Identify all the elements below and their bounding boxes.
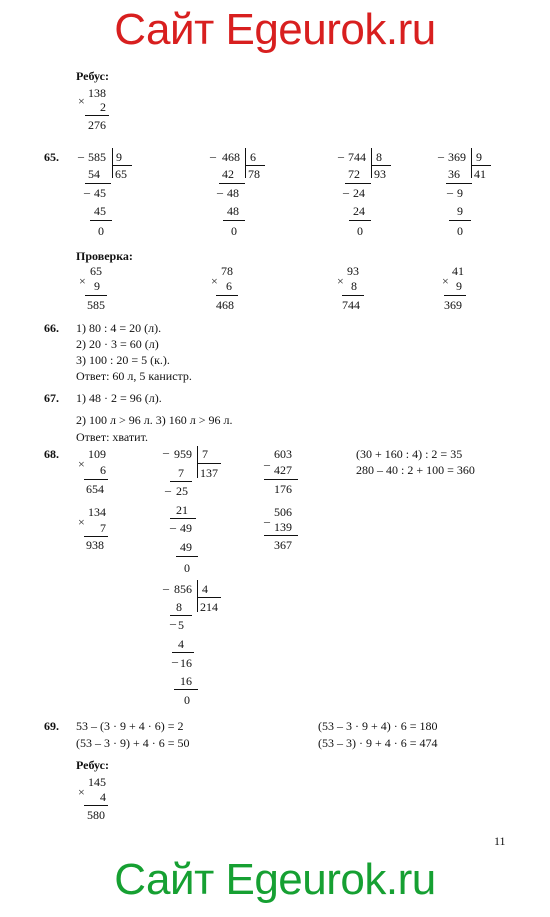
subtrahend: 48 [227,204,239,218]
multiply-sign: × [78,785,85,799]
multiply-sign: × [442,274,449,288]
minus-sign: _ [84,181,90,195]
factor-a: 109 [88,447,106,461]
minus-sign: – [264,514,270,528]
difference: 176 [274,482,292,496]
rebus-label: Ребус: [76,69,109,83]
minus-sign: _ [163,441,169,455]
expression-line: (53 – 3) · 9 + 4 · 6 = 474 [318,736,438,750]
expression-line: (30 + 160 : 4) : 2 = 35 [356,447,463,461]
remainder: 49 [180,521,192,535]
subtrahend: 72 [348,167,360,181]
site-banner-bottom: Сайт Egeurok.ru [114,855,436,904]
division-bar [471,148,472,178]
quotient-line [112,165,132,166]
division-bar [197,446,198,478]
remainder: 0 [184,561,190,575]
minus-sign: _ [78,145,84,159]
remainder: 45 [94,186,106,200]
quotient-line [197,597,221,598]
quotient: 78 [248,167,260,181]
product: 744 [342,298,360,312]
divisor: 8 [376,150,382,164]
result-line [85,115,109,116]
minus-sign: _ [438,145,444,159]
factor-a: 41 [452,264,464,278]
problem-number: 69. [44,719,59,733]
solution-line: 1) 48 · 2 = 96 (л). [76,391,162,405]
quotient-line [471,165,491,166]
check-label: Проверка: [76,249,133,263]
quotient-line [197,463,221,464]
remainder: 0 [231,224,237,238]
remainder: 9 [457,186,463,200]
factor-b: 6 [226,279,232,293]
division-bar [112,148,113,178]
multiply-sign: × [78,457,85,471]
quotient-line [245,165,265,166]
multiply-sign: × [78,515,85,529]
quotient: 93 [374,167,386,181]
remainder: 0 [98,224,104,238]
subtrahend: 9 [457,204,463,218]
dividend: 959 [174,447,192,461]
problem-number: 68. [44,447,59,461]
difference: 367 [274,538,292,552]
subtrahend: 36 [448,167,460,181]
factor-a: 134 [88,505,106,519]
subtrahend: 427 [274,463,292,477]
product: 938 [86,538,104,552]
answer-line: Ответ: хватит. [76,430,148,444]
division-bar [245,148,246,178]
result-line [84,479,108,480]
factor-b: 9 [94,279,100,293]
dividend: 468 [222,150,240,164]
minuend: 603 [274,447,292,461]
step-line [349,220,371,221]
dividend: 744 [348,150,366,164]
quotient: 214 [200,600,218,614]
factor-a: 78 [221,264,233,278]
rebus-result: 276 [88,118,106,132]
remainder: 0 [357,224,363,238]
minus-sign: _ [172,650,178,664]
divisor: 9 [116,150,122,164]
division-bar [371,148,372,178]
multiply-sign: × [79,274,86,288]
divisor: 7 [202,447,208,461]
step-line [449,220,471,221]
subtrahend: 45 [94,204,106,218]
minus-sign: _ [163,577,169,591]
problem-number: 66. [44,321,59,335]
divisor: 9 [476,150,482,164]
dividend: 585 [88,150,106,164]
problem-number: 65. [44,150,59,164]
remainder: 48 [227,186,239,200]
subtrahend: 8 [176,600,182,614]
product: 654 [86,482,104,496]
rebus-result: 580 [87,808,105,822]
result-line [84,536,108,537]
result-line [342,295,364,296]
expression-line: 280 – 40 : 2 + 100 = 360 [356,463,475,477]
minus-sign: – [264,457,270,471]
remainder: 5 [178,618,184,632]
factor-b: 9 [456,279,462,293]
solution-line: 2) 20 · 3 = 60 (л) [76,337,159,351]
rebus-factor-b: 2 [100,100,106,114]
result-line [444,295,466,296]
result-line [85,295,107,296]
minus-sign: _ [338,145,344,159]
rebus-factor-b: 4 [100,790,106,804]
remainder: 0 [184,693,190,707]
dividend: 369 [448,150,466,164]
multiply-sign: × [211,274,218,288]
product: 585 [87,298,105,312]
subtrahend: 42 [222,167,234,181]
multiply-sign: × [78,94,85,108]
minus-sign: _ [165,479,171,493]
division-bar [197,580,198,612]
result-line [264,479,298,480]
divisor: 4 [202,582,208,596]
factor-b: 8 [351,279,357,293]
result-line [216,295,238,296]
subtrahend: 21 [176,503,188,517]
step-line [170,481,192,482]
step-line [223,220,245,221]
solution-line: 1) 80 : 4 = 20 (л). [76,321,162,335]
step-line [176,556,198,557]
page-number: 11 [494,834,506,848]
dividend: 856 [174,582,192,596]
subtrahend: 7 [178,466,184,480]
subtrahend: 24 [353,204,365,218]
expression-line: 53 – (3 · 9 + 4 · 6) = 2 [76,719,184,733]
minus-sign: _ [447,181,453,195]
remainder: 0 [457,224,463,238]
minus-sign: _ [170,612,176,626]
minus-sign: _ [170,516,176,530]
subtrahend: 16 [180,674,192,688]
expression-line: (53 – 3 · 9 + 4) · 6 = 180 [318,719,438,733]
factor-b: 7 [100,521,106,535]
site-banner-top: Сайт Egeurok.ru [114,5,436,54]
rebus-factor-a: 138 [88,86,106,100]
factor-b: 6 [100,463,106,477]
solution-line: 2) 100 л > 96 л. 3) 160 л > 96 л. [76,413,233,427]
subtrahend: 54 [88,167,100,181]
remainder: 25 [176,484,188,498]
subtrahend: 49 [180,540,192,554]
rebus-factor-a: 145 [88,775,106,789]
quotient-line [371,165,391,166]
step-line [90,220,112,221]
expression-line: (53 – 3 · 9) + 4 · 6 = 50 [76,736,190,750]
quotient: 137 [200,466,218,480]
problem-number: 67. [44,391,59,405]
multiply-sign: × [337,274,344,288]
subtrahend: 4 [178,637,184,651]
result-line [264,535,298,536]
minus-sign: _ [343,181,349,195]
divisor: 6 [250,150,256,164]
solution-line: 3) 100 : 20 = 5 (к.). [76,353,170,367]
remainder: 16 [180,656,192,670]
quotient: 65 [115,167,127,181]
rebus-label: Ребус: [76,758,109,772]
answer-line: Ответ: 60 л, 5 канистр. [76,369,192,383]
factor-a: 93 [347,264,359,278]
minus-sign: _ [217,181,223,195]
minus-sign: _ [210,145,216,159]
quotient: 41 [474,167,486,181]
subtrahend: 139 [274,520,292,534]
result-line [84,805,108,806]
product: 468 [216,298,234,312]
remainder: 24 [353,186,365,200]
minuend: 506 [274,505,292,519]
factor-a: 65 [90,264,102,278]
product: 369 [444,298,462,312]
step-line [174,689,198,690]
